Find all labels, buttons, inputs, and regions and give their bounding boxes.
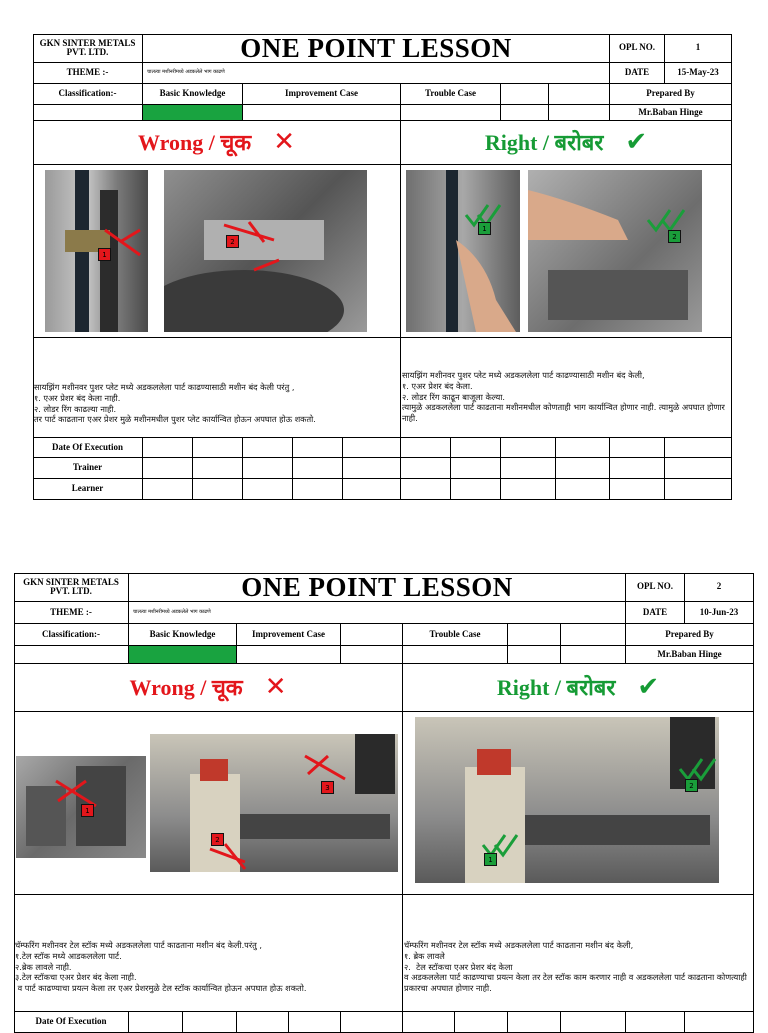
grid-cell — [183, 1012, 237, 1033]
trouble-case-label: Trouble Case — [403, 624, 508, 646]
opl-no-value: 2 — [685, 573, 754, 602]
basic-knowledge-label: Basic Knowledge — [129, 624, 237, 646]
grid-cell — [403, 1012, 455, 1033]
marker-tag: 3 — [321, 781, 334, 794]
prepared-by-value: Mr.Baban Hinge — [610, 105, 732, 121]
grid-cell — [685, 1012, 754, 1033]
marker-tag: 1 — [478, 222, 491, 235]
empty-cell — [561, 646, 626, 664]
marker-tag: 1 — [484, 853, 497, 866]
wrong-description: सायझिंग मशीनवर पुशर प्लेट मध्ये अडकललेला पार्ट काढण्यासाठी मशीन बंद केली परंतु , १. एअर प्रेशर बंद केला नाही. २. लोडर रिंग काढल्या नाही. तर पार्ट काढताना एअर प्रेशर मुळे मशीनमधील पुशर प्लेट कार्यान्वित होऊन अपघात होऊ शकतो. — [34, 382, 316, 425]
selected-highlight — [129, 646, 236, 663]
date-value: 10-Jun-23 — [685, 602, 754, 624]
grid-cell — [289, 1012, 341, 1033]
theme-value: चालत्या मशीनरीमध्ये अडकलेले भाग काढणे — [129, 602, 626, 624]
check-icon: ✔ — [637, 671, 660, 702]
grid-cell — [561, 1012, 626, 1033]
grid-cell — [341, 1012, 403, 1033]
theme-label: THEME :- — [14, 602, 129, 624]
marker-tag: 2 — [668, 230, 681, 243]
empty-cell — [508, 624, 561, 646]
marker-tag: 1 — [81, 804, 94, 817]
trainer-label: Trainer — [33, 458, 143, 479]
grid-cell — [237, 1012, 289, 1033]
right-label: Right / बरोबर — [484, 129, 604, 155]
page-title: ONE POINT LESSON — [129, 573, 626, 602]
opl-no-value: 1 — [665, 34, 732, 63]
date-label: DATE — [626, 602, 685, 624]
classification-label: Classification:- — [33, 84, 143, 105]
marker-tag: 2 — [226, 235, 239, 248]
wrong-label: Wrong / चूक — [138, 129, 252, 155]
prepared-by-value: Mr.Baban Hinge — [626, 646, 754, 664]
empty-cell — [561, 624, 626, 646]
grid-cell — [129, 1012, 183, 1033]
basic-knowledge-check — [129, 646, 237, 664]
grid-cell — [455, 1012, 508, 1033]
empty-cell — [341, 624, 403, 646]
wrong-description: चॅम्फरिंग मशीनवर टेल स्टॉक मध्ये अडकललेला पार्ट काढताना मशीन बंद केली.परंतु , १.टेल स्टॉक मध्ये आडकललेला पार्ट. २.ब्रेक लावले नाही. ३.टेल स्टॉकचा एअर प्रेशर बंद केला नाही. व पार्ट काढण्याचा प्रयत्न केला तर एअर प्रेशरमुळे टेल स्टॉक कार्यान्वित होऊन अपघात होऊ शकतो. — [15, 940, 307, 994]
empty-cell — [237, 646, 341, 664]
trouble-case-label: Trouble Case — [401, 84, 501, 105]
empty-cell — [508, 646, 561, 664]
page-title: ONE POINT LESSON — [143, 34, 610, 63]
grid-cell — [626, 1012, 685, 1033]
prepared-by-label: Prepared By — [626, 624, 754, 646]
grid-cell — [508, 1012, 561, 1033]
machine-photo — [415, 717, 719, 883]
marker-tag: 1 — [98, 248, 111, 261]
check-icon: ✔ — [625, 126, 648, 157]
improvement-case-label: Improvement Case — [237, 624, 341, 646]
wrong-label: Wrong / चूक — [129, 674, 243, 700]
cross-icon: ✕ — [273, 126, 295, 157]
marker-tag: 2 — [211, 833, 224, 846]
photo-illustration — [150, 734, 398, 872]
right-label: Right / बरोबर — [496, 674, 616, 700]
marker-tag: 2 — [685, 779, 698, 792]
improvement-case-label: Improvement Case — [243, 84, 401, 105]
company-name: GKN SINTER METALS PVT. LTD. — [33, 34, 143, 63]
right-description: चॅम्फरिंग मशीनवर टेल स्टॉक मध्ये अडकललेला पार्ट काढताना मशीन बंद केली, १. ब्रेक लावले २. टेल स्टॉकचा एअर प्रेशर बंद केला व अडकललेला पार्ट काढण्याचा प्रयत्न केला तर टेल स्टॉक काम करणार नाही व अडकललेला पार्ट काढताना कोणत्याही प्रकारचा अपघात होणार नाही. — [404, 940, 747, 994]
opl-no-label: OPL NO. — [626, 573, 685, 602]
photo-illustration — [415, 717, 719, 883]
empty-cell — [341, 646, 403, 664]
prepared-by-label: Prepared By — [610, 84, 732, 105]
date-of-execution-label: Date Of Execution — [33, 438, 143, 458]
empty-cell — [14, 646, 129, 664]
opl-no-label: OPL NO. — [610, 34, 665, 63]
machine-photo — [150, 734, 398, 872]
wrong-header — [14, 664, 403, 712]
date-of-execution-label: Date Of Execution — [14, 1012, 129, 1033]
empty-cell — [403, 646, 508, 664]
date-value: 15-May-23 — [665, 63, 732, 84]
right-description: सायझिंग मशीनवर पुशर प्लेट मध्ये अडकललेला पार्ट काढण्यासाठी मशीन बंद केली, १. एअर प्रेशर बंद केला. २. लोडर रिंग काढून बाजूला केल्या. त्यामुळे अडकललेला पार्ट काढताना मशीनमधील कोणताही भाग कार्यान्वित होणार नाही. त्यामुळे अपघात होणार नाही. — [402, 370, 725, 424]
cross-icon: ✕ — [264, 671, 287, 702]
theme-value: चालत्या मशीनरीमध्ये अडकलेले भाग काढणे — [143, 63, 610, 84]
classification-label: Classification:- — [14, 624, 129, 646]
company-name: GKN SINTER METALS PVT. LTD. — [14, 573, 129, 602]
right-header — [403, 664, 754, 712]
learner-label: Learner — [33, 479, 143, 500]
basic-knowledge-label: Basic Knowledge — [143, 84, 243, 105]
date-label: DATE — [610, 63, 665, 84]
theme-label: THEME :- — [33, 63, 143, 84]
